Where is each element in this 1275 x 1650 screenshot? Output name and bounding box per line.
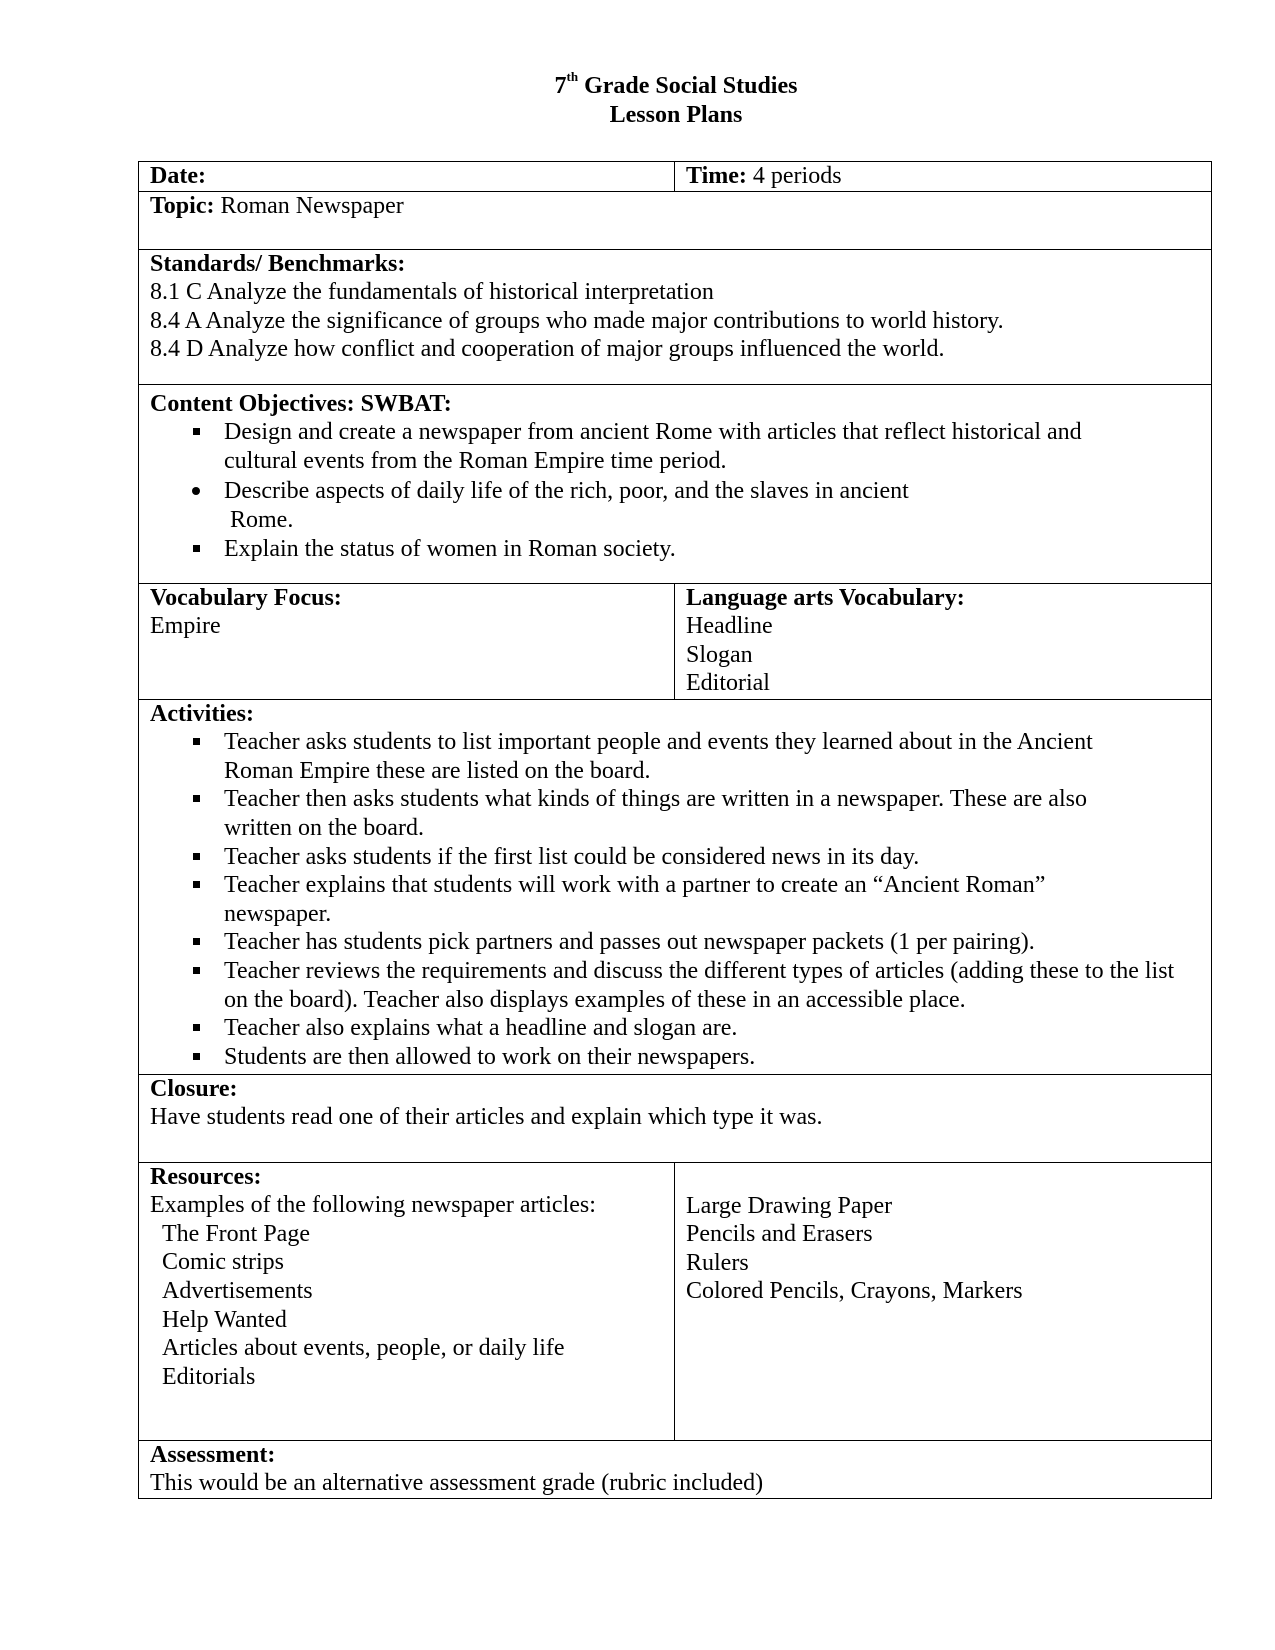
vocabulary-focus-label: Vocabulary Focus:	[150, 584, 342, 611]
closure-cell	[139, 1074, 1212, 1162]
objective-item: Explain the status of women in Roman society.	[150, 535, 1201, 564]
vocabulary-focus-item: Empire	[150, 613, 221, 640]
language-arts-vocabulary-item: Headline	[686, 613, 773, 640]
square-bullet-icon	[186, 928, 206, 957]
standard-item: 8.1 C Analyze the fundamentals of historical interpretation	[150, 279, 714, 306]
date-cell	[139, 162, 675, 192]
subtitle: Lesson Plans	[609, 102, 743, 128]
assessment-label: Assessment:	[150, 1441, 276, 1468]
square-bullet-icon	[186, 1014, 206, 1043]
time-label: Time:	[686, 163, 747, 189]
activities-list	[150, 728, 1201, 1071]
assessment-cell	[139, 1440, 1212, 1498]
square-bullet-icon	[186, 1043, 206, 1072]
objective-item: Describe aspects of daily life of the rich, poor, and the slaves in ancient Rome.	[150, 477, 1201, 534]
activity-item: Teacher explains that students will work with a partner to create an “Ancient Roman” newspaper.	[150, 871, 1201, 928]
closure-text: Have students read one of their articles and explain which type it was.	[150, 1104, 823, 1131]
activity-item: Teacher asks students to list important people and events they learned about in the Ancient Roman Empire these are listed on the board.	[150, 728, 1201, 785]
activities-cell	[139, 699, 1212, 1074]
standards-label: Standards/ Benchmarks:	[150, 250, 406, 277]
lesson-plan-table	[138, 161, 1212, 1499]
topic-value: Roman Newspaper	[214, 192, 404, 219]
activity-item: Teacher then asks students what kinds of things are written in a newspaper. These are also written on the board.	[150, 785, 1201, 842]
assessment-row	[139, 1440, 1212, 1498]
resource-item: Editorials	[162, 1363, 256, 1390]
title-text: Grade Social Studies	[578, 73, 798, 99]
resources-label: Resources:	[150, 1163, 262, 1190]
grade-number: 7	[554, 73, 567, 99]
closure-label: Closure:	[150, 1075, 238, 1102]
standards-cell	[139, 249, 1212, 384]
resources-row	[139, 1162, 1212, 1440]
resource-item: Help Wanted	[162, 1306, 287, 1333]
assessment-text: This would be an alternative assessment grade (rubric included)	[150, 1470, 764, 1497]
round-bullet-icon	[186, 477, 206, 506]
activity-item: Teacher also explains what a headline and slogan are.	[150, 1014, 1201, 1043]
resources-intro: Examples of the following newspaper articles:	[150, 1192, 596, 1219]
resource-item: Comic strips	[162, 1249, 285, 1276]
square-bullet-icon	[186, 957, 206, 986]
language-arts-vocabulary-cell	[675, 583, 1212, 699]
objectives-cell	[139, 384, 1212, 583]
resources-right-cell	[675, 1162, 1212, 1440]
activity-item: Teacher reviews the requirements and discuss the different types of articles (adding these to the list on the board). Teacher also displays examples of these in an accessible place.	[150, 957, 1201, 1014]
language-arts-vocabulary-label: Language arts Vocabulary:	[686, 584, 965, 611]
vocabulary-row	[139, 583, 1212, 699]
activities-row	[139, 699, 1212, 1074]
topic-label: Topic:	[150, 192, 215, 219]
standards-row	[139, 249, 1212, 384]
supply-item: Large Drawing Paper	[686, 1192, 893, 1219]
objectives-list	[150, 418, 1201, 563]
activity-item: Students are then allowed to work on their newspapers.	[150, 1043, 1201, 1072]
standard-item: 8.4 D Analyze how conflict and cooperation of major groups influenced the world.	[150, 336, 945, 363]
square-bullet-icon	[186, 535, 206, 564]
topic-cell	[139, 191, 1212, 249]
activity-item: Teacher has students pick partners and passes out newspaper packets (1 per pairing).	[150, 928, 1201, 957]
standard-item: 8.4 A Analyze the significance of groups who made major contributions to world history.	[150, 307, 1004, 334]
activities-label: Activities:	[150, 700, 254, 727]
activity-item: Teacher asks students if the first list could be considered news in its day.	[150, 843, 1201, 872]
topic-row	[139, 191, 1212, 249]
time-value: 4 periods	[746, 163, 842, 189]
document-title	[0, 69, 1275, 130]
resource-item: Articles about events, people, or daily life	[162, 1335, 565, 1362]
closure-row	[139, 1074, 1212, 1162]
date-label: Date:	[150, 163, 206, 189]
title-line	[0, 69, 1275, 101]
grade-suffix: th	[566, 69, 579, 84]
date-time-row	[139, 162, 1212, 192]
language-arts-vocabulary-item: Slogan	[686, 641, 753, 668]
supply-item: Pencils and Erasers	[686, 1221, 873, 1248]
resource-item: The Front Page	[162, 1220, 310, 1247]
objectives-row	[139, 384, 1212, 583]
resource-item: Advertisements	[162, 1277, 313, 1304]
vocabulary-focus-cell	[139, 583, 675, 699]
square-bullet-icon	[186, 871, 206, 900]
supply-item: Rulers	[686, 1249, 749, 1276]
square-bullet-icon	[186, 843, 206, 872]
supply-item: Colored Pencils, Crayons, Markers	[686, 1278, 1023, 1305]
objective-item: Design and create a newspaper from ancient Rome with articles that reflect historical and cultural events from the Roman Empire time period.	[150, 418, 1201, 475]
square-bullet-icon	[186, 728, 206, 757]
objectives-label: Content Objectives: SWBAT:	[150, 390, 452, 417]
language-arts-vocabulary-item: Editorial	[686, 670, 770, 697]
square-bullet-icon	[186, 418, 206, 447]
square-bullet-icon	[186, 785, 206, 814]
resources-left-cell	[139, 1162, 675, 1440]
time-cell	[675, 162, 1212, 192]
